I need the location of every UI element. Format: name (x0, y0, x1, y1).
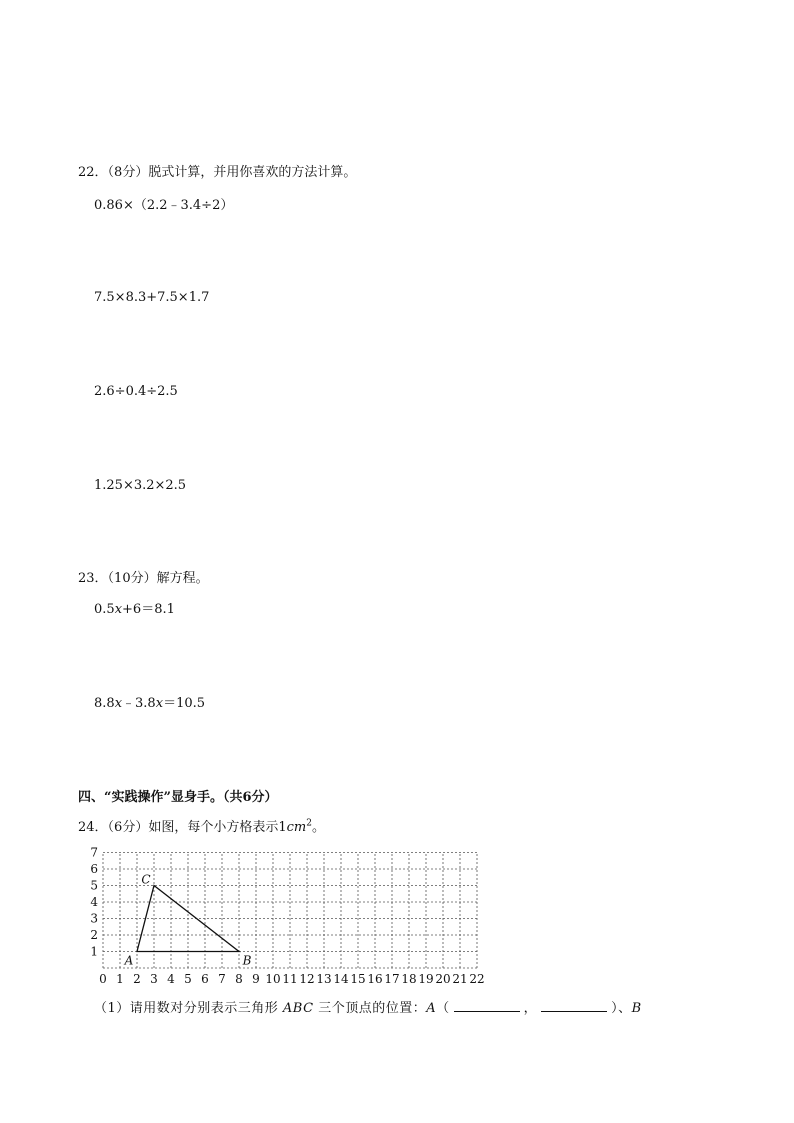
y-tick-label: 5 (90, 878, 98, 893)
x-tick-label: 20 (435, 972, 451, 986)
x-tick-label: 5 (184, 972, 192, 986)
x-tick-label: 12 (299, 972, 315, 986)
x-tick-label: 6 (201, 972, 209, 986)
y-tick-label: 1 (90, 944, 98, 959)
y-tick-label: 4 (90, 895, 98, 909)
x-tick-label: 3 (150, 972, 158, 986)
x-tick-label: 15 (350, 972, 366, 986)
q23-equation-1: 0.5x+6＝8.1 (94, 602, 175, 617)
y-tick-label: 7 (90, 845, 98, 860)
x-tick-label: 17 (384, 972, 400, 986)
x-tick-label: 19 (418, 972, 434, 986)
grid-svg (78, 842, 498, 992)
q22-header: 22．（8分）脱式计算，并用你喜欢的方法计算。 (78, 165, 357, 180)
q22-expression-2: 7.5×8.3+7.5×1.7 (94, 290, 210, 305)
x-tick-label: 16 (367, 972, 383, 986)
x-tick-label: 4 (167, 972, 175, 986)
q22-expression-3: 2.6÷0.4÷2.5 (94, 384, 178, 399)
vertex-label-a: A (124, 953, 134, 968)
x-tick-label: 14 (333, 972, 349, 986)
x-tick-label: 11 (282, 972, 298, 986)
y-tick-label: 2 (90, 928, 98, 942)
x-tick-label: 7 (218, 972, 226, 986)
vertex-label-b: B (242, 953, 252, 968)
x-tick-label: 22 (469, 972, 485, 986)
vertex-label-c: C (141, 872, 151, 887)
y-tick-label: 6 (90, 862, 98, 876)
q23-equation-2: 8.8x﹣3.8x＝10.5 (94, 696, 206, 711)
x-tick-label: 8 (235, 972, 243, 986)
q24-sub1: （1）请用数对分别表示三角形 ABC 三个顶点的位置：A（ ， ）、B (94, 1001, 642, 1016)
q24-header: 24．（6分）如图，每个小方格表示$1cm^2$。 (78, 818, 325, 835)
x-tick-label: 18 (401, 972, 417, 986)
section-4-title: 四、“实践操作”显身手。（共6分） (78, 790, 278, 805)
answer-blank-a-x[interactable] (454, 999, 520, 1012)
x-tick-label: 10 (265, 972, 281, 986)
x-tick-label: 21 (452, 972, 468, 986)
answer-blank-a-y[interactable] (541, 999, 607, 1012)
q22-expression-4: 1.25×3.2×2.5 (94, 478, 187, 493)
x-tick-label: 9 (252, 972, 260, 986)
x-tick-label: 2 (133, 972, 141, 986)
x-tick-label: 1 (116, 972, 124, 986)
coordinate-grid (78, 842, 498, 992)
y-tick-label: 3 (90, 911, 98, 926)
x-tick-label: 13 (316, 972, 332, 986)
q22-expression-1: 0.86×（2.2﹣3.4÷2） (94, 198, 234, 213)
q23-header: 23．（10分）解方程。 (78, 571, 209, 586)
x-tick-label: 0 (99, 972, 107, 986)
